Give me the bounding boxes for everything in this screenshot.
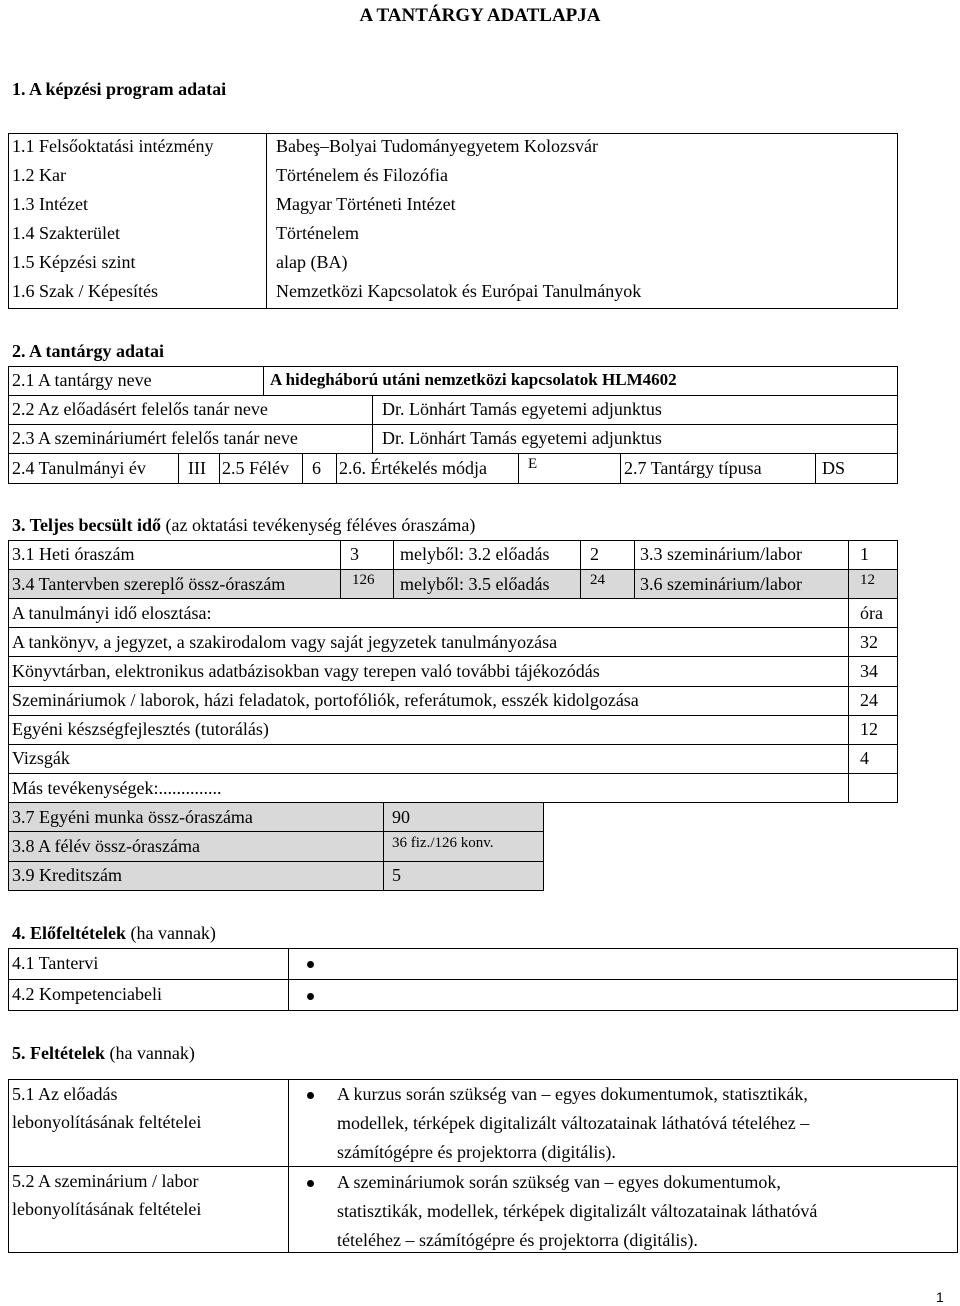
bullet-icon: [307, 961, 314, 968]
distribution-item-value: 24: [860, 690, 878, 710]
seminar-conditions-text: tételéhez – számítógépre és projektorra (digitális).: [337, 1230, 698, 1250]
section-5-heading: 5. Feltételek (ha vannak): [12, 1043, 195, 1063]
distribution-item-value: 32: [860, 632, 878, 652]
program-value: Babeş–Bolyai Tudományegyetem Kolozsvár: [276, 136, 598, 156]
section-4-heading: 4. Előfeltételek (ha vannak): [12, 923, 216, 943]
row-divider: [8, 686, 898, 687]
curricular-prereq-label: 4.1 Tantervi: [12, 953, 99, 973]
section-1-heading: 1. A képzési program adatai: [12, 79, 227, 99]
col-divider: [634, 540, 635, 599]
bullet-icon: [307, 1180, 314, 1187]
col-divider: [302, 453, 303, 484]
lecture-conditions-text: modellek, térképek digitalizált változatainak láthatóvá tételéhez –: [337, 1113, 810, 1133]
row-divider: [8, 744, 898, 745]
subject-name-label: 2.1 A tantárgy neve: [12, 370, 152, 390]
page-number: 1: [936, 1289, 944, 1305]
seminar-teacher-label: 2.3 A szemináriumért felelős tanár neve: [12, 428, 298, 448]
study-year-value: III: [188, 458, 206, 478]
row-divider: [8, 395, 898, 396]
semester-hours-value: 36 fiz./126 konv.: [392, 835, 494, 851]
semester-label: 2.5 Félév: [222, 458, 289, 478]
col-divider: [815, 453, 816, 484]
credits-value: 5: [392, 865, 401, 885]
semester-hours-label: 3.8 A félév össz-óraszáma: [12, 836, 200, 856]
section-3-heading: 3. Teljes becsült idő (az oktatási tevékenység féléves óraszáma): [12, 515, 476, 535]
seminar-hours-label: 3.3 szeminárium/labor: [640, 544, 802, 564]
row-divider: [8, 627, 898, 628]
row-divider: [8, 979, 958, 980]
total-lecture-hours-value: 24: [590, 572, 605, 588]
program-value: Nemzetközi Kapcsolatok és Európai Tanulmányok: [276, 281, 642, 301]
lecture-conditions-text: számítógépre és projektorra (digitális).: [337, 1142, 616, 1162]
distribution-item-label: Más tevékenységek:..............: [12, 778, 222, 798]
program-label: 1.1 Felsőoktatási intézmény: [12, 136, 214, 156]
seminar-conditions-text: A szemináriumok során szükség van – egyes dokumentumok,: [337, 1172, 781, 1192]
subject-type-label: 2.7 Tantárgy típusa: [624, 458, 762, 478]
col-divider: [620, 453, 621, 484]
col-divider: [263, 366, 264, 395]
col-divider: [518, 453, 519, 484]
col-divider: [178, 453, 179, 484]
distribution-item-label: Szemináriumok / laborok, házi feladatok, portofóliók, referátumok, esszék kidolgozása: [12, 690, 639, 710]
lecturer-value: Dr. Lönhárt Tamás egyetemi adjunktus: [382, 399, 662, 419]
distribution-item-label: A tankönyv, a jegyzet, a szakirodalom vagy saját jegyzetek tanulmányozása: [12, 632, 558, 652]
lecture-conditions-label: lebonyolításának feltételei: [12, 1112, 202, 1132]
subject-type-value: DS: [822, 458, 846, 478]
col-divider: [372, 395, 373, 453]
competence-prereq-label: 4.2 Kompetenciabeli: [12, 984, 162, 1004]
program-label: 1.5 Képzési szint: [12, 252, 136, 272]
seminar-conditions-label: 5.2 A szeminárium / labor: [12, 1171, 199, 1191]
program-label: 1.6 Szak / Képesítés: [12, 281, 158, 301]
seminar-conditions-text: statisztikák, modellek, térképek digitalizált változatainak láthatóvá: [337, 1201, 818, 1221]
row-divider: [8, 1166, 958, 1167]
col-divider: [383, 802, 384, 891]
distribution-item-value: 34: [860, 661, 878, 681]
program-label: 1.4 Szakterület: [12, 223, 120, 243]
seminar-teacher-value: Dr. Lönhárt Tamás egyetemi adjunktus: [382, 428, 662, 448]
distribution-unit: óra: [860, 603, 883, 623]
lecturer-label: 2.2 Az előadásért felelős tanár neve: [12, 399, 268, 419]
distribution-item-label: Egyéni készségfejlesztés (tutorálás): [12, 719, 269, 739]
row-divider: [8, 656, 898, 657]
col-divider: [219, 453, 220, 484]
subject-name-value: A hidegháború utáni nemzetközi kapcsolatok HLM4602: [270, 370, 677, 389]
divider: [266, 134, 267, 308]
row-divider: [8, 831, 544, 832]
individual-hours-label: 3.7 Egyéni munka össz-óraszáma: [12, 807, 253, 827]
bullet-icon: [307, 1092, 314, 1099]
evaluation-label: 2.6. Értékelés módja: [339, 458, 487, 478]
total-lecture-hours-label: melyből: 3.5 előadás: [400, 574, 550, 594]
credits-label: 3.9 Kreditszám: [12, 865, 122, 885]
row-divider: [8, 424, 898, 425]
weekly-hours-label: 3.1 Heti óraszám: [12, 544, 135, 564]
row-divider: [8, 715, 898, 716]
program-value: Magyar Történeti Intézet: [276, 194, 456, 214]
seminar-conditions-label: lebonyolításának feltételei: [12, 1199, 202, 1219]
row-divider: [8, 773, 898, 774]
col-divider: [288, 1079, 289, 1253]
distribution-item-value: 12: [860, 719, 878, 739]
lecture-conditions-label: 5.1 Az előadás: [12, 1084, 118, 1104]
seminar-hours-value: 1: [860, 544, 869, 564]
program-label: 1.3 Intézet: [12, 194, 88, 214]
bullet-icon: [307, 993, 314, 1000]
program-value: Történelem és Filozófia: [276, 165, 448, 185]
page-title: A TANTÁRGY ADATLAPJA: [359, 5, 601, 26]
program-value: Történelem: [276, 223, 359, 243]
col-divider: [580, 540, 581, 599]
study-year-label: 2.4 Tanulmányi év: [12, 458, 146, 478]
row-divider: [8, 861, 544, 862]
col-divider: [336, 453, 337, 484]
program-value: alap (BA): [276, 252, 348, 272]
row-divider: [8, 453, 898, 454]
distribution-item-label: Könyvtárban, elektronikus adatbázisokban vagy terepen való további tájékozódás: [12, 661, 600, 681]
lecture-hours-value: 2: [590, 544, 599, 564]
total-seminar-hours-value: 12: [860, 572, 875, 588]
col-divider: [340, 540, 341, 599]
distribution-item-label: Vizsgák: [12, 748, 70, 768]
individual-hours-value: 90: [392, 807, 410, 827]
distribution-label: A tanulmányi idő elosztása:: [12, 603, 212, 623]
lecture-hours-label: melyből: 3.2 előadás: [400, 544, 550, 564]
col-divider: [848, 540, 849, 599]
program-label: 1.2 Kar: [12, 165, 66, 185]
col-divider: [288, 948, 289, 1011]
distribution-item-value: 4: [860, 748, 869, 768]
section-2-heading: 2. A tantárgy adatai: [12, 341, 165, 361]
lecture-conditions-text: A kurzus során szükség van – egyes dokumentumok, statisztikák,: [337, 1084, 808, 1104]
total-seminar-hours-label: 3.6 szeminárium/labor: [640, 574, 802, 594]
semester-value: 6: [312, 458, 321, 478]
total-curriculum-hours-value: 126: [352, 572, 375, 588]
col-divider: [393, 540, 394, 599]
total-curriculum-hours-label: 3.4 Tantervben szereplő össz-óraszám: [12, 574, 286, 594]
evaluation-value: E: [528, 456, 538, 472]
weekly-hours-value: 3: [350, 544, 359, 564]
